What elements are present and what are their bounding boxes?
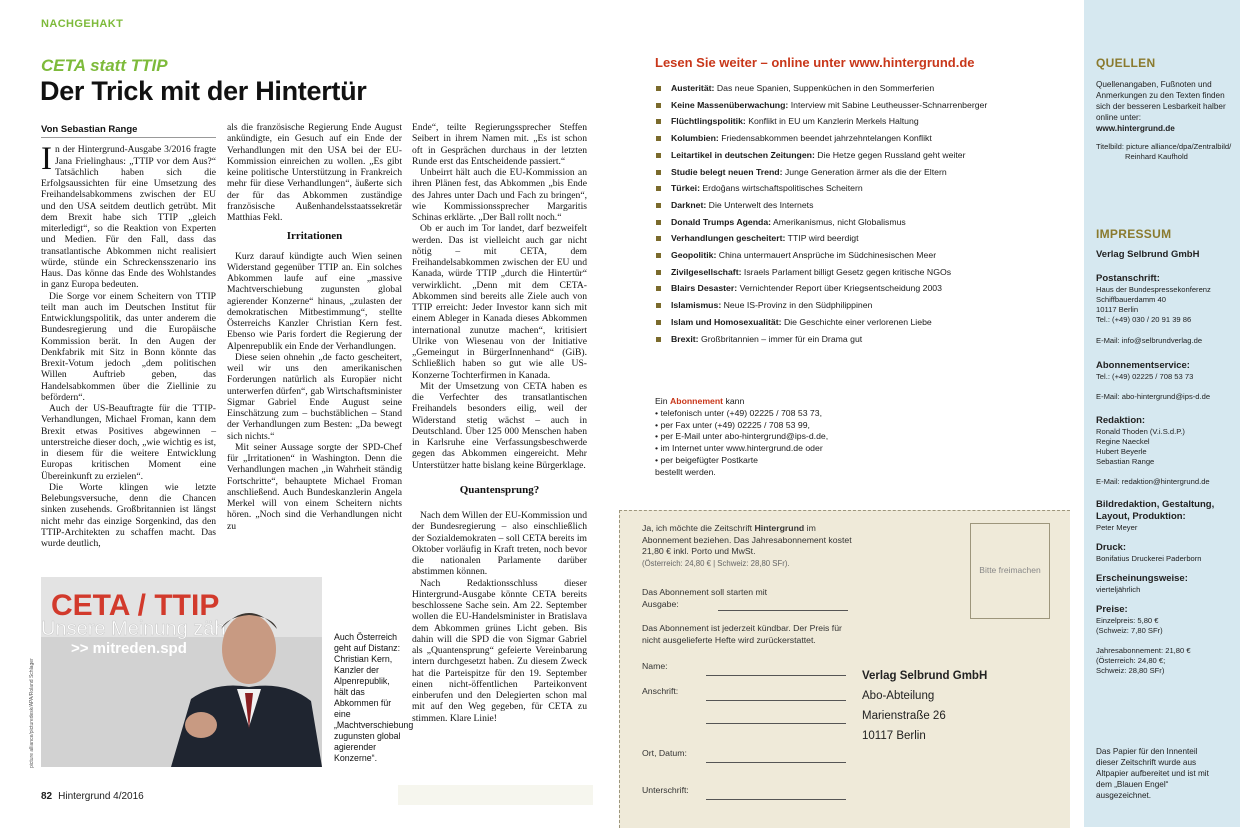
jahres-line: (Österreich: 24,80 €;	[1096, 656, 1166, 665]
subscription-line: • per beigefügter Postkarte	[655, 454, 759, 465]
list-item[interactable]: Darknet: Die Unterwelt des Internets	[655, 197, 1075, 214]
paragraph: Auch der US-Beauftragte für die TTIP-Verhandlungen, Michael Froman, kann dem Brexit etwas Positives abgewinnen – unterstreiche dieser doch, „wie wichtig es ist, in diesem für die weitere Entwicklung Europas kritischen Moment eine Übereinkunft zu erzielen“.	[41, 403, 216, 482]
list-item[interactable]: Flüchtlingspolitik: Konflikt in EU um Kanzlerin Merkels Haltung	[655, 113, 1075, 130]
start-issue-label: Das Abonnement soll starten mit Ausgabe:	[642, 587, 768, 609]
address-input-1[interactable]	[706, 700, 846, 701]
list-item[interactable]: Geopolitik: China untermauert Ansprüche im Südchinesischen Meer	[655, 247, 1075, 264]
postal-label: Postanschrift:	[1096, 273, 1160, 284]
jahres-line: Jahresabonnement: 21,80 €	[1096, 646, 1191, 655]
erscheinung-label: Erscheinungsweise:	[1096, 573, 1188, 584]
subheading: Quantensprung?	[459, 483, 540, 496]
photo-credit: picture alliance/picturedesk/APA/Roland Schlager	[29, 658, 35, 768]
quellen-text: Quellenangaben, Fußnoten und Anmerkungen zu den Texten finden sich der besseren Lesbarkeit halber online unter:	[1096, 80, 1226, 122]
postal-line: Haus der Bundespressekonferenz	[1096, 285, 1211, 294]
section-kicker: NACHGEHAKT	[41, 18, 124, 30]
photo-sign-text-1: CETA / TTIP	[51, 589, 220, 622]
info-sidebar	[1084, 0, 1240, 827]
paragraph: Ende“, teilte Regierungssprecher Steffen Seibert in ihrem Namen mit. „Es ist schon oft in Gesprächen durchaus in der letzten Runde erst das Entscheidende passiert.“	[412, 122, 587, 167]
redaktion-line: Ronald Thoden (V.i.S.d.P.)	[1096, 427, 1185, 436]
dropcap: I	[41, 141, 52, 178]
paragraph: Mit seiner Aussage sorgte der SPD-Chef für „Irritationen“ in Washington. Denn die Verhandlungen machen „in Wahrheit ständig Fortschritte“, behauptete Michael Froman anschließend. Auch Bundeskanzlerin Angela Merkel will von einem Scheitern nichts hören. „Noch sind die Verhandlungen nicht zu	[227, 441, 402, 532]
signature-label: Unterschrift:	[642, 785, 689, 795]
preise-label: Preise:	[1096, 604, 1128, 615]
quellen-link[interactable]: www.hintergrund.de	[1096, 124, 1175, 133]
paragraph: Die Worte klingen wie letzte Belebungsversuche, denn die Chancen sinken zusehends. Großbritannien ist längst nicht mehr das einzige Sorgenkind, das den TTIP-Architekten zu schaffen macht. Das wurde deutlich,	[41, 481, 216, 549]
redaktion-label: Redaktion:	[1096, 415, 1146, 426]
start-issue-input[interactable]	[718, 610, 848, 611]
redaktion-line: Hubert Beyerle	[1096, 447, 1147, 456]
paragraph: Mit der Umsetzung von CETA haben es die Verfechter des transatlantischen Freihandels besonders eilig, weil der Widerstand stetig wächst – auch in Deutschland. Über 125 000 Menschen haben in Karlsruhe eine Verfassungsbeschwerde gegen das Abkommen eingereicht. Mehr Unterstützer hatte bislang keine Bürgerklage.	[412, 380, 587, 471]
postal-line: Schiffbauerdamm 40	[1096, 295, 1166, 304]
article-photo	[41, 577, 322, 767]
place-date-label: Ort, Datum:	[642, 748, 687, 758]
paper-note: Das Papier für den Innenteil dieser Zeitschrift wurde aus Altpapier aufbereitet und ist mit dem „Blauen Engel“ ausgezeichnet.	[1096, 747, 1209, 800]
quellen-title: QUELLEN	[1096, 56, 1156, 70]
name-input[interactable]	[706, 675, 846, 676]
publisher-email[interactable]: E-Mail: info@selbrundverlag.de	[1096, 336, 1203, 345]
list-item[interactable]: Keine Massenüberwachung: Interview mit Sabine Leutheusser-Schnarrenberger	[655, 97, 1075, 114]
list-item[interactable]: Austerität: Das neue Spanien, Suppenküchen in den Sommerferien	[655, 80, 1075, 97]
stamp-box: Bitte freimachen	[970, 523, 1050, 619]
article-column-3	[412, 122, 587, 724]
paragraph: Nach Redaktionsschluss dieser Hintergrund-Ausgabe könnte CETA bereits beschlossene Sache sein. Am 22. September wollen die EU-Handelsminister in Bratislava dem Abkommen grünes Licht geben. Bis dahin will die SPD die von Sigmar Gabriel als „Quantensprung“ gefeierte Vereinbarung intern durchgesetzt haben. Zu diesem Zweck hat die Parteispitze für den 19. September einen nicht-öffentlichen Parteikonvent einberufen und den Delegierten schon mal mit auf den Weg gegeben, für CETA zu stimmen. Klare Linie!	[412, 577, 587, 724]
issue-label: Hintergrund 4/2016	[58, 791, 144, 802]
article-subtitle: CETA statt TTIP	[41, 56, 168, 75]
subheading: Irritationen	[286, 230, 343, 243]
decorative-band	[398, 785, 593, 805]
cover-credit-2: Reinhard Kaufhold	[1125, 152, 1188, 161]
page-footer	[41, 791, 144, 802]
photo-illustration	[41, 577, 322, 767]
subscription-line: • telefonisch unter (+49) 02225 / 708 53 73,	[655, 407, 823, 418]
list-item[interactable]: Kolumbien: Friedensabkommen beendet jahrzehntelangen Konflikt	[655, 130, 1075, 147]
postal-line: Tel.: (+49) 030 / 20 91 39 86	[1096, 315, 1192, 324]
paragraph: als die französische Regierung Ende August ankündigte, ein Gesuch auf ein Ende der Verhandlungen mit den USA bei der EU-Kommission einreichen zu wollen. „Es gibt keine politische Unterstützung in Frankreich mehr für diese Verhandlungen“, äußerte sich der für das Abkommen zuständige französische Außenhandelsstaatssekretär Matthias Fekl.	[227, 122, 402, 223]
aboservice-label: Abonnementservice:	[1096, 360, 1190, 371]
cancel-note: Das Abonnement ist jederzeit kündbar. Der Preis für nicht ausgelieferte Hefte wird zurückerstattet.	[642, 623, 842, 645]
recipient-line: 10117 Berlin	[862, 730, 926, 742]
quellen-section	[1096, 58, 1236, 162]
place-date-input[interactable]	[706, 762, 846, 763]
order-postcard	[619, 510, 1070, 828]
druck-label: Druck:	[1096, 542, 1127, 553]
list-item[interactable]: Islam und Homosexualität: Die Geschichte einer verlorenen Liebe	[655, 314, 1075, 331]
recipient-line: Marienstraße 26	[862, 710, 946, 722]
redaktion-email[interactable]: E-Mail: redaktion@hintergrund.de	[1096, 477, 1210, 486]
list-item[interactable]: Brexit: Großbritannien – immer für ein Drama gut	[655, 331, 1075, 348]
paragraph: Ob er auch im Tor landet, darf bezweifelt werden. Das ist vielleicht auch gar nicht nötig – mit CETA, dem Freihandelsabkommen zwischen der EU und Kanada, würde TTIP „durch die Hintertür“ verwirklicht. „Denn mit dem CETA-Abkommen sind bereits alle Ziele auch von TTIP erreicht: Jeder Investor kann sich mit einem Ableger in Kanada dieses Abkommen international zunutze machen“, kritisiert Ulrike von Wiesenau von der Initiative „Gemeingut in BürgerInnenhand“ (GiB). Schließlich haben so gut wie alle US-Konzerne Tochterfirmen in Kanada.	[412, 223, 587, 381]
subscription-line: • per Fax unter (+49) 02225 / 708 53 99,	[655, 419, 810, 430]
paragraph: Nach dem Willen der EU-Kommission und der Bundesregierung – also einschließlich der Sozialdemokraten – soll CETA bereits im Oktober vorläufig in Kraft treten, noch bevor die nationalen Parlamente darüber abstimmen können.	[412, 510, 587, 578]
offer-small-text: (Österreich: 24,80 € | Schweiz: 28,80 SFr).	[642, 559, 790, 568]
name-label: Name:	[642, 661, 668, 671]
bildredaktion-label: Bildredaktion, Gestaltung, Layout, Produktion:	[1096, 499, 1215, 522]
list-item[interactable]: Blairs Desaster: Vernichtender Report über Kriegsentscheidung 2003	[655, 280, 1075, 297]
list-item[interactable]: Verhandlungen gescheitert: TTIP wird beerdigt	[655, 230, 1075, 247]
publisher-name: Verlag Selbrund GmbH	[1096, 249, 1200, 260]
recipient-address	[862, 666, 987, 746]
recipient-line: Abo-Abteilung	[862, 690, 935, 702]
subscription-line: • per E-Mail unter abo-hintergrund@ips-d.de,	[655, 431, 829, 442]
bildredaktion-name: Peter Meyer	[1096, 523, 1138, 532]
article-title: Der Trick mit der Hintertür	[40, 76, 367, 106]
subscription-line: • im Internet unter www.hintergrund.de oder	[655, 443, 823, 454]
photo-sign-text-2: Unsere Meinung zäh	[41, 618, 226, 640]
paragraph: In der Hintergrund-Ausgabe 3/2016 fragte Jana Frielinghaus: „TTIP vor dem Aus?“ Tatsächlich haben sich die Erfolgsaussichten für eine Umsetzung des Freihandelsabkommens zwischen der EU und den USA seitdem deutlich getrübt. Mit dem Brexit habe sich TTIP „gleich miterledigt“, so die Reaktion von Experten und Medien. Für den Fall, dass das transatlantische Abkommen nicht realisiert würde, stünde ein Schreckensszenario ins Haus. Das könne das Ende des Wohlstandes in ganz Europa bedeuten.	[41, 141, 216, 291]
subscription-intro: Ein Abonnement kann	[655, 396, 745, 406]
list-item[interactable]: Zivilgesellschaft: Israels Parlament billigt Gesetz gegen kritische NGOs	[655, 264, 1075, 281]
erscheinung-value: vierteljährlich	[1096, 585, 1141, 594]
read-more-title: Lesen Sie weiter – online unter www.hintergrund.de	[655, 55, 975, 70]
druck-name: Bonifatius Druckerei Paderborn	[1096, 554, 1202, 563]
photo-sign-text-3: >> mitreden.spd	[71, 640, 187, 657]
postal-line: 10117 Berlin	[1096, 305, 1139, 314]
redaktion-line: Regine Naeckel	[1096, 437, 1150, 446]
list-item[interactable]: Donald Trumps Agenda: Amerikanismus, nicht Globalismus	[655, 214, 1075, 231]
preis-line: Einzelpreis: 5,80 €	[1096, 616, 1159, 625]
aboservice-email[interactable]: E-Mail: abo-hintergrund@ips-d.de	[1096, 392, 1211, 401]
preis-line: (Schweiz: 7,80 SFr)	[1096, 626, 1163, 635]
paragraph: Kurz darauf kündigte auch Wien seinen Widerstand gegenüber TTIP an. Ein solches Abkommen laufe auf eine „massive Machtverschiebung zugunsten global agierender Konzerne“ hinaus, „zulasten der demokratischen Mitbestimmung“, stellte Österreichs Kanzler Christian Kern fest. Ebenso wie Paris fordert die Regierung der Alpenrepublik ein Ende der Verhandlungen.	[227, 250, 402, 352]
paragraph: Diese seien ohnehin „de facto gescheitert, weil wir uns den amerikanischen Forderungen natürlich als Europäer nicht unterwerfen dürfen“, gab Wirtschaftsminister Sigmar Gabriel Ende August seine Einschätzung zum – buchstäblichen – Stand der Verhandlungen zum Besten: „Da bewegt sich nichts.“	[227, 351, 402, 442]
address-input-2[interactable]	[706, 723, 846, 724]
article-column-1	[41, 124, 216, 549]
redaktion-line: Sebastian Range	[1096, 457, 1155, 466]
cover-credit: Titelbild: picture alliance/dpa/Zentralbild/	[1096, 142, 1232, 151]
subscription-line: bestellt werden.	[655, 466, 716, 477]
paragraph: Die Sorge vor einem Scheitern von TTIP teilt man auch im Deutschen Institut für Entwicklungspolitik, das unter anderem die Bundesregierung und die Europäische Kommission berät. In den Augen der Denkfabrik mit Sitz in Bonn könnte das Brexit-Votum jedoch „dem politischen Willen Auftrieb geben, das Handelsabkommen über die Ziellinie zu befördern“.	[41, 290, 216, 403]
signature-input[interactable]	[706, 799, 846, 800]
impressum-title: IMPRESSUM	[1096, 227, 1172, 241]
byline: Von Sebastian Range	[41, 124, 216, 138]
jahres-line: Schweiz: 28,80 SFr)	[1096, 666, 1165, 675]
read-more-list	[655, 80, 1075, 347]
offer-text: Ja, ich möchte die Zeitschrift Hintergrund im Abonnement beziehen. Das Jahresabonnement kostet 21,80 € inkl. Porto und MwSt.	[642, 523, 852, 556]
impressum-section	[1096, 229, 1236, 676]
photo-caption: Auch Österreich geht auf Distanz: Christian Kern, Kanzler der Alpenrepublik, hält das Abkommen für eine „Machtverschiebung zugunsten global agierender Konzerne“.	[334, 632, 414, 763]
aboservice-tel: Tel.: (+49) 02225 / 708 53 73	[1096, 372, 1194, 381]
list-item[interactable]: Studie belegt neuen Trend: Junge Generation ärmer als die der Eltern	[655, 164, 1075, 181]
page-number: 82	[41, 791, 53, 802]
list-item[interactable]: Türkei: Erdoğans wirtschaftspolitisches Scheitern	[655, 180, 1075, 197]
list-item[interactable]: Islamismus: Neue IS-Provinz in den Südphilippinen	[655, 297, 1075, 314]
list-item[interactable]: Leitartikel in deutschen Zeitungen: Die Hetze gegen Russland geht weiter	[655, 147, 1075, 164]
article-column-2	[227, 122, 402, 532]
subscription-info	[655, 396, 828, 479]
address-label: Anschrift:	[642, 686, 679, 696]
paragraph: Unbeirrt hält auch die EU-Kommission an ihren Plänen fest, das Abkommen „bis Ende des Jahres unter Dach und Fach zu bringen“, wie Kommissionssprecher Margaritis Schinas erklärte. „Der Ball rollt noch.“	[412, 167, 587, 223]
recipient-line: Verlag Selbrund GmbH	[862, 670, 988, 682]
